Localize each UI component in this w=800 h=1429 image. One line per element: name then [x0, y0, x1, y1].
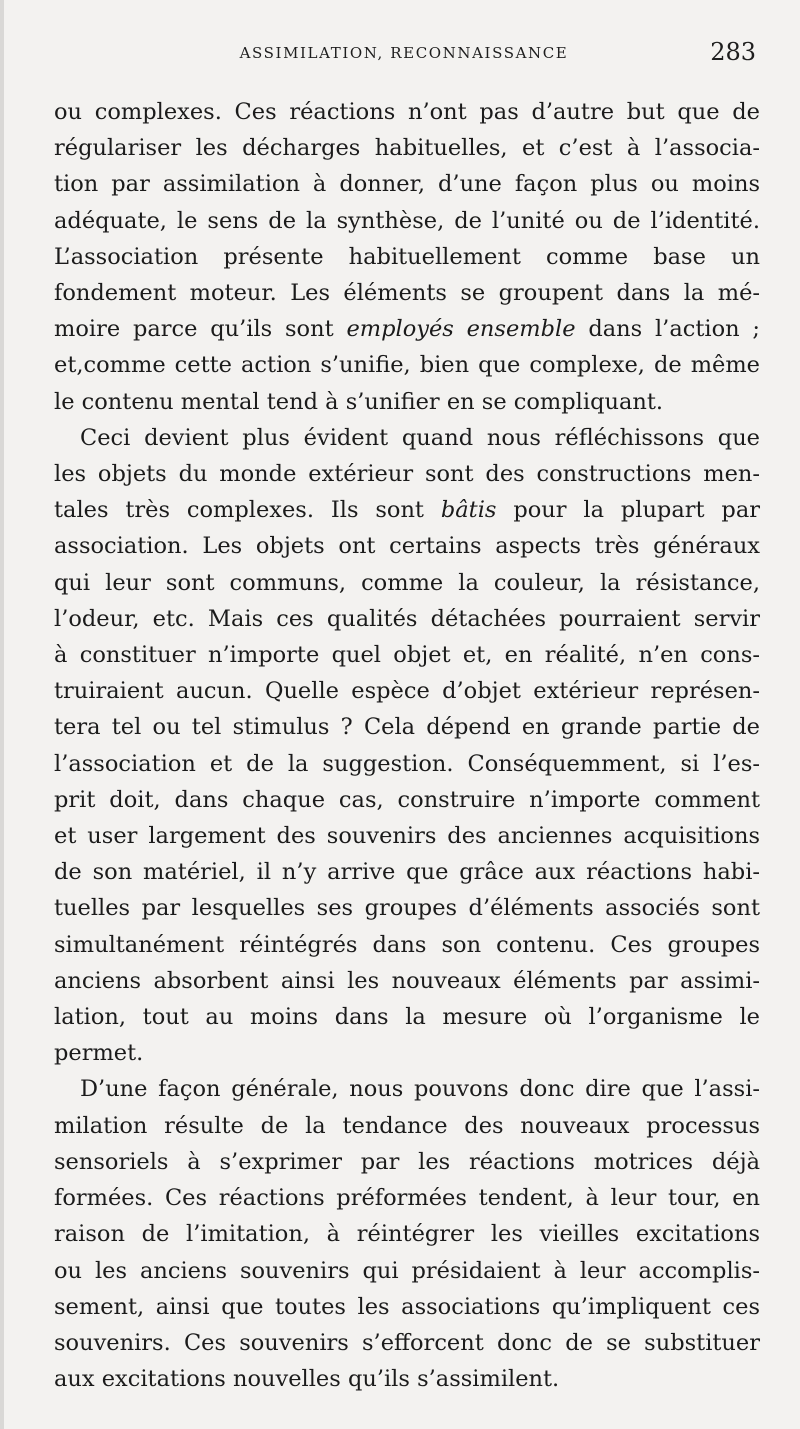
text-line: à constituer n’importe quel objet et, en réalité, n’en cons-	[54, 642, 760, 669]
italic-phrase: employés ensemble	[346, 316, 576, 343]
text-line: régulariser les décharges habituelles, et c’est à l’associa-	[54, 135, 760, 162]
text-segment: moire parce qu’ils sont	[54, 316, 347, 343]
text-line: formées. Ces réactions préformées tendent, à leur tour, en	[54, 1185, 760, 1212]
text-line: raison de l’imitation, à réintégrer les vieilles excitations	[54, 1221, 760, 1248]
text-segment: dans l’action ;	[575, 316, 760, 343]
text-line: tion par assimilation à donner, d’une façon plus ou moins	[54, 171, 760, 198]
text-line: et user largement des souvenirs des anciennes acquisitions	[54, 823, 760, 850]
text-line: truiraient aucun. Quelle espèce d’objet extérieur représen-	[54, 678, 760, 705]
text-line: anciens absorbent ainsi les nouveaux éléments par assimi-	[54, 967, 760, 994]
text-line: tera tel ou tel stimulus ? Cela dépend en grande partie de	[54, 714, 760, 741]
text-line: l’association et de la suggestion. Conséquemment, si l’es-	[54, 750, 760, 777]
text-line: adéquate, le sens de la synthèse, de l’unité ou de l’identité.	[54, 207, 760, 234]
page-number: 283	[710, 38, 756, 66]
text-line: les objets du monde extérieur sont des constructions men-	[54, 461, 760, 488]
running-head	[52, 38, 756, 70]
italic-phrase: bâtis	[440, 497, 497, 524]
text-line: L’association présente habituellement comme base un	[54, 243, 760, 270]
text-line: et,comme cette action s’unifie, bien que complexe, de même	[54, 352, 760, 379]
text-segment: tales très complexes. Ils sont	[54, 497, 441, 524]
text-line: association. Les objets ont certains aspects très généraux	[54, 533, 760, 560]
text-line	[54, 311, 760, 347]
text-line: ou complexes. Ces réactions n’ont pas d’autre but que de	[54, 99, 760, 125]
text-line: tuelles par lesquelles ses groupes d’éléments associés sont	[54, 895, 760, 922]
text-line: D’une façon générale, nous pouvons donc dire que l’assi-	[80, 1076, 760, 1103]
paragraph	[54, 94, 760, 420]
text-line: permet.	[54, 1040, 144, 1067]
text-line: de son matériel, il n’y arrive que grâce aux réactions habi-	[54, 859, 760, 886]
text-line: ou les anciens souvenirs qui présidaient à leur accomplis-	[54, 1257, 760, 1284]
running-title: ASSIMILATION, RECONNAISSANCE	[239, 44, 569, 62]
text-segment: pour la plupart par	[496, 497, 760, 524]
paragraph	[54, 420, 760, 1072]
text-line: lation, tout au moins dans la mesure où l’organisme le	[54, 1004, 760, 1031]
text-line: sement, ainsi que toutes les associations qu’impliquent ces	[54, 1293, 760, 1320]
text-line	[54, 492, 760, 528]
text-line: qui leur sont communs, comme la couleur, la résistance,	[54, 569, 760, 596]
text-line: souvenirs. Ces souvenirs s’efforcent donc de se substituer	[54, 1329, 760, 1356]
text-line: fondement moteur. Les éléments se groupent dans la mé-	[54, 280, 760, 307]
text-line: prit doit, dans chaque cas, construire n’importe comment	[54, 786, 760, 813]
text-line: sensoriels à s’exprimer par les réactions motrices déjà	[54, 1148, 760, 1175]
text-line: Ceci devient plus évident quand nous réfléchissons que	[80, 424, 760, 451]
body-text	[54, 94, 760, 1397]
text-line: milation résulte de la tendance des nouveaux processus	[54, 1112, 760, 1139]
text-line: le contenu mental tend à s’unifier en se compliquant.	[54, 388, 664, 415]
paragraph	[54, 1071, 760, 1397]
text-line: aux excitations nouvelles qu’ils s’assimilent.	[54, 1366, 560, 1393]
text-line: l’odeur, etc. Mais ces qualités détachées pourraient servir	[54, 605, 760, 632]
text-line: simultanément réintégrés dans son contenu. Ces groupes	[54, 931, 760, 958]
